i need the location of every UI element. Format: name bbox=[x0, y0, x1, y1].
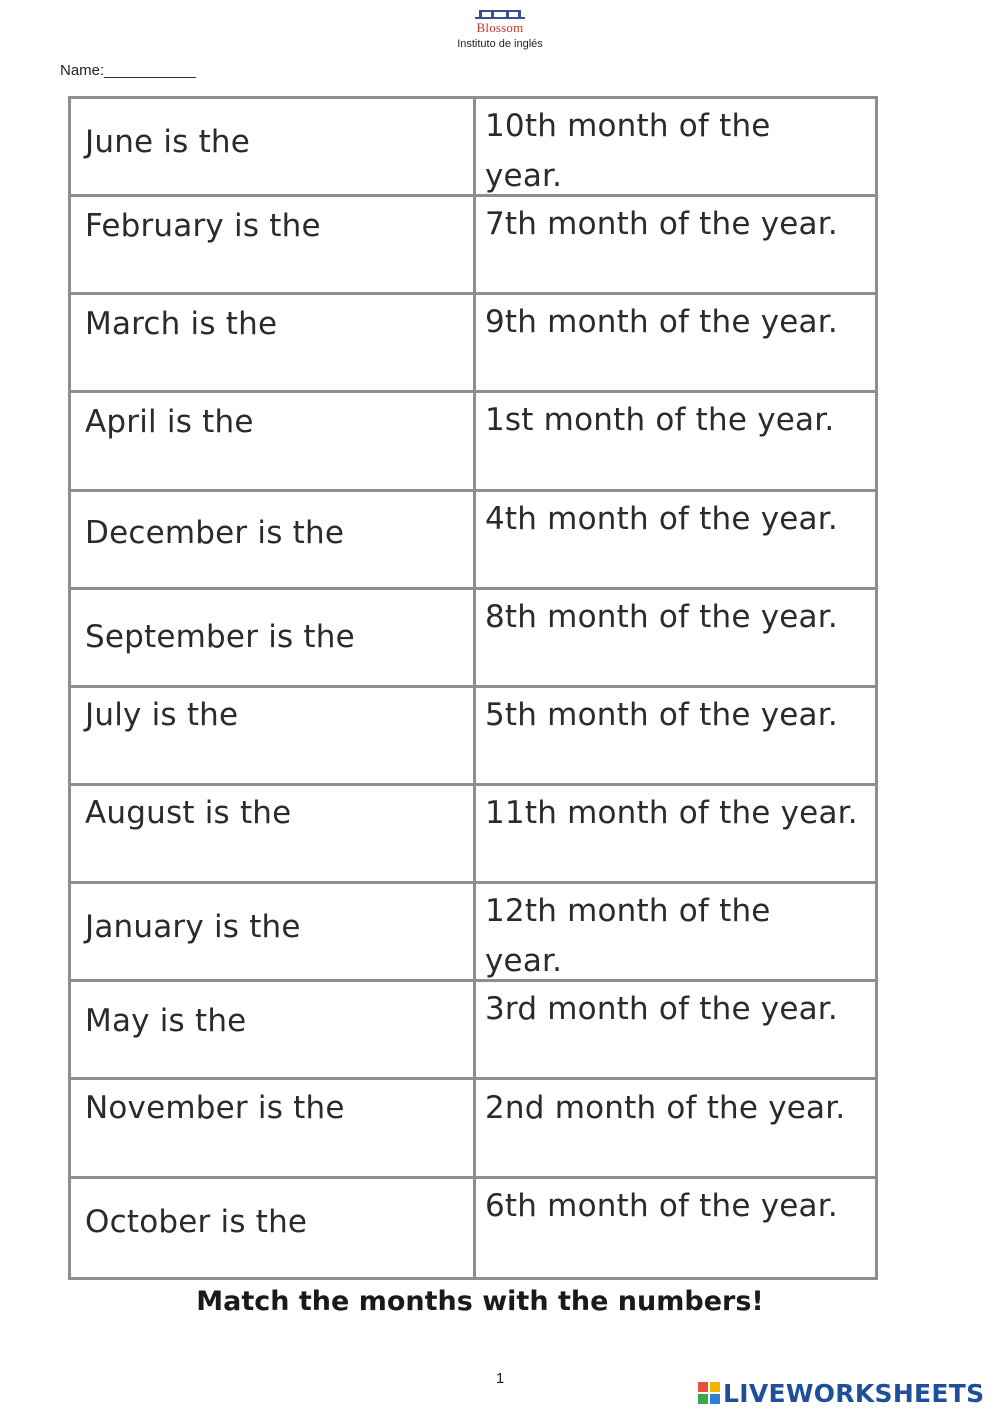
month-cell[interactable]: March is the bbox=[85, 306, 278, 343]
table-row bbox=[71, 295, 875, 393]
month-cell[interactable]: September is the bbox=[85, 618, 355, 655]
name-field-label: Name:___________ bbox=[60, 62, 196, 79]
table-row bbox=[71, 786, 875, 884]
liveworksheets-brand[interactable] bbox=[698, 1378, 984, 1408]
ordinal-cell[interactable]: 4th month of the year. bbox=[485, 500, 838, 537]
liveworksheets-logo-icon bbox=[698, 1382, 720, 1404]
ordinal-cell[interactable]: 5th month of the year. bbox=[485, 696, 838, 733]
ordinal-cell[interactable]: 8th month of the year. bbox=[485, 598, 838, 635]
month-cell[interactable]: June is the bbox=[85, 124, 251, 160]
month-cell[interactable]: January is the bbox=[85, 909, 301, 946]
brand-name: LIVEWORKSHEETS bbox=[723, 1378, 985, 1408]
ordinal-cell[interactable]: 1st month of the year. bbox=[485, 402, 835, 439]
month-cell[interactable]: August is the bbox=[85, 795, 292, 832]
month-cell[interactable]: February is the bbox=[85, 208, 321, 245]
ordinal-cell[interactable]: 10th month of the year. bbox=[485, 108, 771, 194]
month-cell[interactable]: July is the bbox=[85, 696, 239, 733]
page-number: 1 bbox=[495, 1370, 505, 1387]
table-row bbox=[71, 688, 875, 786]
ordinal-cell[interactable]: 12th month of the year. bbox=[485, 893, 771, 980]
table-row bbox=[71, 884, 875, 982]
month-cell[interactable]: December is the bbox=[85, 514, 345, 551]
month-cell[interactable]: April is the bbox=[85, 404, 254, 441]
school-logo bbox=[463, 8, 537, 38]
table-row bbox=[71, 393, 875, 491]
month-cell[interactable]: May is the bbox=[85, 1003, 247, 1040]
table-row bbox=[71, 982, 875, 1080]
table-row bbox=[71, 1081, 875, 1179]
month-cell[interactable]: November is the bbox=[85, 1089, 345, 1126]
ordinal-cell[interactable]: 9th month of the year. bbox=[485, 304, 838, 341]
month-cell[interactable]: October is the bbox=[85, 1203, 308, 1240]
institute-subtitle: Instituto de inglés bbox=[457, 38, 543, 50]
matching-table bbox=[68, 96, 878, 1280]
ordinal-cell[interactable]: 11th month of the year. bbox=[485, 795, 858, 832]
ordinal-cell[interactable]: 2nd month of the year. bbox=[485, 1089, 846, 1126]
table-row bbox=[71, 492, 875, 590]
table-row bbox=[71, 1179, 875, 1277]
table-row bbox=[71, 590, 875, 688]
logo-wordmark: Blossom bbox=[476, 20, 524, 35]
table-row bbox=[71, 197, 875, 295]
instruction-text: Match the months with the numbers! bbox=[196, 1286, 764, 1317]
ordinal-cell[interactable]: 6th month of the year. bbox=[485, 1187, 838, 1224]
table-row bbox=[71, 99, 875, 197]
ordinal-cell[interactable]: 7th month of the year. bbox=[485, 206, 838, 243]
ordinal-cell[interactable]: 3rd month of the year. bbox=[485, 991, 838, 1028]
